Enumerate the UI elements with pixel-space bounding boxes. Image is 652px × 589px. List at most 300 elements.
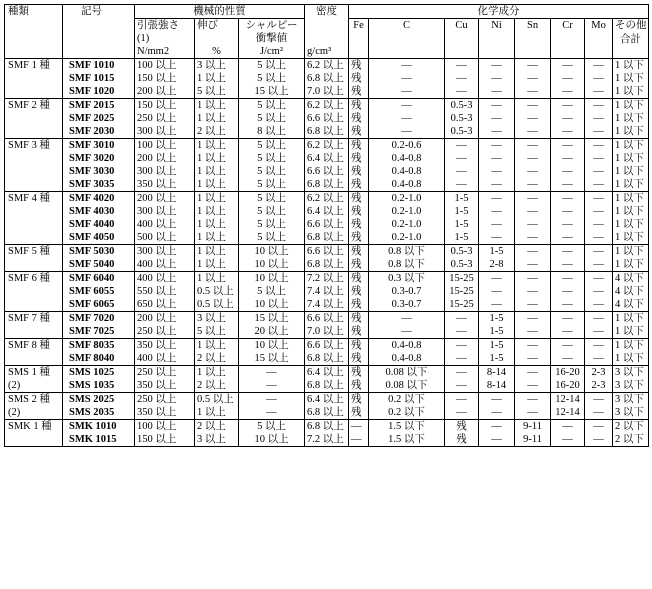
cu-cell: — [445,339,479,353]
mo-cell: — [585,85,613,99]
density-cell: 6.2 以上 [305,192,349,206]
fe-cell: 残 [349,245,369,259]
ni-cell: — [479,85,515,99]
density-cell: 6.6 以上 [305,218,349,231]
cr-cell: 16-20 [551,379,585,393]
header-code: 記号 [63,5,135,59]
sn-cell: — [515,178,551,192]
charpy-cell: 10 以上 [239,433,305,447]
charpy-cell: 20 以上 [239,325,305,339]
code-cell: SMF 3020 [63,152,135,165]
elongation-cell: 1 以上 [195,165,239,178]
cr-cell: 12-14 [551,393,585,407]
tensile-cell: 300 以上 [135,245,195,259]
fe-cell: 残 [349,393,369,407]
code-cell: SMF 3030 [63,165,135,178]
ni-cell: 1-5 [479,339,515,353]
cr-cell: — [551,433,585,447]
table-row [5,72,649,85]
cu-cell: — [445,178,479,192]
header-fe: Fe [349,19,369,59]
table-body [5,59,649,447]
kind-empty-cell [5,231,63,245]
sn-cell: — [515,379,551,393]
charpy-cell: 5 以上 [239,420,305,434]
elongation-cell: 1 以上 [195,139,239,153]
fe-cell: 残 [349,139,369,153]
kind-empty-cell [5,152,63,165]
cu-cell: 1-5 [445,192,479,206]
other-cell: 2 以下 [613,433,649,447]
density-cell: 7.0 以上 [305,325,349,339]
charpy-cell: 5 以上 [239,205,305,218]
table-row [5,192,649,206]
sn-cell: — [515,205,551,218]
kind-empty-cell [5,325,63,339]
mo-cell: — [585,352,613,366]
kind-empty-cell [5,433,63,447]
charpy-cell: — [239,406,305,420]
kind-note-cell: (2) [5,406,63,420]
charpy-cell: 5 以上 [239,139,305,153]
other-cell: 1 以下 [613,112,649,125]
code-cell: SMF 4020 [63,192,135,206]
ni-cell: — [479,59,515,73]
cr-cell: — [551,125,585,139]
elongation-cell: 5 以上 [195,85,239,99]
tensile-cell: 150 以上 [135,433,195,447]
header-chemical: 化学成分 [349,5,649,19]
header-ni: Ni [479,19,515,59]
code-cell: SMF 5040 [63,258,135,272]
elongation-cell: 2 以上 [195,420,239,434]
kind-empty-cell [5,165,63,178]
kind-empty-cell [5,85,63,99]
elongation-cell: 3 以上 [195,312,239,326]
density-cell: 6.2 以上 [305,139,349,153]
cu-cell: 0.5-3 [445,245,479,259]
kind-empty-cell [5,218,63,231]
cr-cell: — [551,272,585,286]
table-row [5,339,649,353]
other-cell: 3 以下 [613,379,649,393]
sn-cell: — [515,366,551,380]
ni-cell: — [479,420,515,434]
other-cell: 1 以下 [613,99,649,113]
cr-cell: — [551,139,585,153]
mo-cell: — [585,59,613,73]
header-charpy: シャルピー [239,19,305,33]
c-cell: — [369,85,445,99]
other-cell: 3 以下 [613,406,649,420]
other-cell: 1 以下 [613,72,649,85]
tensile-cell: 200 以上 [135,192,195,206]
mo-cell: — [585,125,613,139]
elongation-cell: 1 以上 [195,218,239,231]
code-cell: SMF 6055 [63,285,135,298]
c-cell: 0.3-0.7 [369,298,445,312]
sn-cell: — [515,59,551,73]
header-tensile-unit: N/mm2 [135,45,195,59]
table-row [5,85,649,99]
header-other-line1: その他 [615,20,647,31]
sn-cell: — [515,125,551,139]
table-row [5,298,649,312]
sn-cell: — [515,298,551,312]
fe-cell: 残 [349,218,369,231]
fe-cell: 残 [349,298,369,312]
cu-cell: — [445,366,479,380]
sn-cell: — [515,72,551,85]
charpy-cell: 15 以上 [239,85,305,99]
table-header [5,5,649,59]
charpy-cell: — [239,393,305,407]
tensile-cell: 350 以上 [135,178,195,192]
header-c: C [369,19,445,59]
cu-cell: 1-5 [445,205,479,218]
mo-cell: — [585,72,613,85]
table-row [5,366,649,380]
other-cell: 1 以下 [613,325,649,339]
cu-cell: — [445,152,479,165]
header-density-unit: g/cm³ [305,45,349,59]
header-elongation: 伸び [195,19,239,33]
other-cell: 1 以下 [613,192,649,206]
ni-cell: — [479,218,515,231]
other-cell: 1 以下 [613,312,649,326]
density-cell: 6.4 以上 [305,205,349,218]
code-cell: SMF 8035 [63,339,135,353]
tensile-cell: 250 以上 [135,393,195,407]
charpy-cell: 10 以上 [239,272,305,286]
mo-cell: — [585,245,613,259]
code-cell: SMK 1015 [63,433,135,447]
fe-cell: 残 [349,85,369,99]
table-row [5,165,649,178]
elongation-cell: 1 以上 [195,231,239,245]
elongation-cell: 3 以上 [195,433,239,447]
code-cell: SMS 2035 [63,406,135,420]
elongation-cell: 1 以上 [195,99,239,113]
elongation-cell: 1 以上 [195,272,239,286]
mo-cell: — [585,325,613,339]
c-cell: 0.3-0.7 [369,285,445,298]
mo-cell: — [585,393,613,407]
density-cell: 6.8 以上 [305,420,349,434]
table-row [5,231,649,245]
other-cell: 1 以下 [613,85,649,99]
table-row [5,325,649,339]
c-cell: — [369,59,445,73]
density-cell: 6.4 以上 [305,393,349,407]
fe-cell: 残 [349,325,369,339]
charpy-cell: 5 以上 [239,231,305,245]
c-cell: — [369,325,445,339]
tensile-cell: 500 以上 [135,231,195,245]
mo-cell: — [585,285,613,298]
kind-empty-cell [5,112,63,125]
mo-cell: 2-3 [585,379,613,393]
density-cell: 6.2 以上 [305,99,349,113]
tensile-cell: 100 以上 [135,420,195,434]
table-row [5,112,649,125]
cu-cell: — [445,139,479,153]
c-cell: — [369,312,445,326]
fe-cell: 残 [349,178,369,192]
other-cell: 2 以下 [613,420,649,434]
cr-cell: — [551,112,585,125]
other-cell: 1 以下 [613,339,649,353]
sn-cell: 9-11 [515,433,551,447]
tensile-cell: 400 以上 [135,218,195,231]
ni-cell: — [479,433,515,447]
c-cell: 0.2-1.0 [369,218,445,231]
fe-cell: 残 [349,165,369,178]
other-cell: 1 以下 [613,258,649,272]
other-cell: 1 以下 [613,352,649,366]
density-cell: 6.4 以上 [305,152,349,165]
elongation-cell: 1 以上 [195,205,239,218]
code-cell: SMF 6040 [63,272,135,286]
cu-cell: — [445,352,479,366]
charpy-cell: 5 以上 [239,178,305,192]
c-cell: 0.4-0.8 [369,339,445,353]
charpy-cell: — [239,379,305,393]
other-cell: 4 以下 [613,272,649,286]
cr-cell: — [551,285,585,298]
fe-cell: 残 [349,59,369,73]
table-row [5,312,649,326]
tensile-cell: 200 以上 [135,312,195,326]
header-charpy-2: 衝撃値 [239,32,305,45]
charpy-cell: 10 以上 [239,258,305,272]
kind-empty-cell [5,125,63,139]
header-cu: Cu [445,19,479,59]
c-cell: 0.2 以下 [369,393,445,407]
tensile-cell: 550 以上 [135,285,195,298]
elongation-cell: 1 以上 [195,366,239,380]
cr-cell: 12-14 [551,406,585,420]
sn-cell: — [515,152,551,165]
c-cell: 0.3 以下 [369,272,445,286]
other-cell: 1 以下 [613,59,649,73]
code-cell: SMS 1035 [63,379,135,393]
fe-cell: 残 [349,339,369,353]
table-row [5,406,649,420]
code-cell: SMK 1010 [63,420,135,434]
cu-cell: 1-5 [445,231,479,245]
sn-cell: — [515,218,551,231]
code-cell: SMF 8040 [63,352,135,366]
code-cell: SMS 1025 [63,366,135,380]
cr-cell: — [551,420,585,434]
density-cell: 6.2 以上 [305,59,349,73]
cr-cell: — [551,298,585,312]
cu-cell: 15-25 [445,285,479,298]
ni-cell: — [479,231,515,245]
cu-cell: 15-25 [445,272,479,286]
other-cell: 1 以下 [613,218,649,231]
other-cell: 1 以下 [613,231,649,245]
kind-empty-cell [5,205,63,218]
table-row [5,152,649,165]
other-cell: 3 以下 [613,366,649,380]
ni-cell: — [479,112,515,125]
sn-cell: — [515,312,551,326]
density-cell: 6.8 以上 [305,406,349,420]
c-cell: 0.2-1.0 [369,205,445,218]
spec-table [4,4,649,447]
sn-cell: — [515,285,551,298]
fe-cell: 残 [349,406,369,420]
kind-cell: SMF 2 種 [5,99,63,113]
density-cell: 7.0 以上 [305,85,349,99]
fe-cell: 残 [349,112,369,125]
ni-cell: 8-14 [479,379,515,393]
tensile-cell: 350 以上 [135,339,195,353]
density-cell: 6.8 以上 [305,72,349,85]
table-row [5,59,649,73]
elongation-cell: 1 以上 [195,178,239,192]
fe-cell: 残 [349,72,369,85]
sn-cell: 9-11 [515,420,551,434]
kind-cell: SMS 2 種 [5,393,63,407]
elongation-cell: 3 以上 [195,59,239,73]
ni-cell: — [479,205,515,218]
cr-cell: — [551,152,585,165]
table-row [5,379,649,393]
table-row [5,393,649,407]
charpy-cell: 5 以上 [239,192,305,206]
elongation-cell: 0.5 以上 [195,393,239,407]
other-cell: 4 以下 [613,285,649,298]
fe-cell: 残 [349,99,369,113]
cu-cell: 0.5-3 [445,99,479,113]
ni-cell: — [479,125,515,139]
sn-cell: — [515,231,551,245]
charpy-cell: — [239,366,305,380]
c-cell: 0.4-0.8 [369,165,445,178]
code-cell: SMF 4050 [63,231,135,245]
elongation-cell: 1 以上 [195,112,239,125]
mo-cell: — [585,406,613,420]
fe-cell: 残 [349,352,369,366]
kind-empty-cell [5,258,63,272]
cr-cell: — [551,339,585,353]
elongation-cell: 1 以上 [195,406,239,420]
cr-cell: — [551,99,585,113]
c-cell: 0.2 以下 [369,406,445,420]
cu-cell: — [445,312,479,326]
cr-cell: — [551,352,585,366]
tensile-cell: 400 以上 [135,272,195,286]
elongation-cell: 5 以上 [195,325,239,339]
fe-cell: 残 [349,285,369,298]
ni-cell: 1-5 [479,325,515,339]
kind-cell: SMK 1 種 [5,420,63,434]
header-other [613,19,649,59]
table-row [5,245,649,259]
fe-cell: 残 [349,152,369,165]
fe-cell: 残 [349,205,369,218]
header-sn: Sn [515,19,551,59]
tensile-cell: 300 以上 [135,205,195,218]
sn-cell: — [515,112,551,125]
charpy-cell: 5 以上 [239,112,305,125]
tensile-cell: 400 以上 [135,258,195,272]
elongation-cell: 1 以上 [195,152,239,165]
sn-cell: — [515,192,551,206]
ni-cell: — [479,192,515,206]
charpy-cell: 8 以上 [239,125,305,139]
kind-cell: SMS 1 種 [5,366,63,380]
tensile-cell: 350 以上 [135,379,195,393]
table-row [5,285,649,298]
fe-cell: 残 [349,379,369,393]
header-density: 密度 [305,5,349,19]
c-cell: 0.4-0.8 [369,152,445,165]
header-tensile-note: (1) [135,32,195,45]
ni-cell: — [479,165,515,178]
sn-cell: — [515,272,551,286]
cu-cell: 0.5-3 [445,258,479,272]
elongation-cell: 1 以上 [195,245,239,259]
charpy-cell: 5 以上 [239,285,305,298]
charpy-cell: 10 以上 [239,298,305,312]
cu-cell: 残 [445,420,479,434]
mo-cell: — [585,178,613,192]
density-cell: 6.8 以上 [305,379,349,393]
charpy-cell: 10 以上 [239,245,305,259]
c-cell: 0.4-0.8 [369,352,445,366]
code-cell: SMF 4040 [63,218,135,231]
sintered-material-spec-table [4,4,648,447]
other-cell: 1 以下 [613,139,649,153]
density-cell: 6.6 以上 [305,312,349,326]
density-cell: 7.2 以上 [305,433,349,447]
code-cell: SMF 5030 [63,245,135,259]
code-cell: SMF 1010 [63,59,135,73]
fe-cell: 残 [349,366,369,380]
density-cell: 6.8 以上 [305,231,349,245]
sn-cell: — [515,352,551,366]
mo-cell: 2-3 [585,366,613,380]
cu-cell: 0.5-3 [445,112,479,125]
sn-cell: — [515,339,551,353]
mo-cell: — [585,152,613,165]
c-cell: 1.5 以下 [369,420,445,434]
ni-cell: — [479,298,515,312]
tensile-cell: 400 以上 [135,352,195,366]
header-tensile: 引張強さ [135,19,195,33]
elongation-cell: 1 以上 [195,258,239,272]
mo-cell: — [585,420,613,434]
tensile-cell: 650 以上 [135,298,195,312]
header-other-line2: 合計 [620,34,642,45]
cr-cell: — [551,178,585,192]
cu-cell: — [445,72,479,85]
c-cell: — [369,112,445,125]
table-row [5,218,649,231]
cr-cell: — [551,72,585,85]
kind-cell: SMF 3 種 [5,139,63,153]
sn-cell: — [515,393,551,407]
c-cell: 0.08 以下 [369,366,445,380]
code-cell: SMF 1015 [63,72,135,85]
table-row [5,352,649,366]
code-cell: SMF 2030 [63,125,135,139]
ni-cell: — [479,285,515,298]
